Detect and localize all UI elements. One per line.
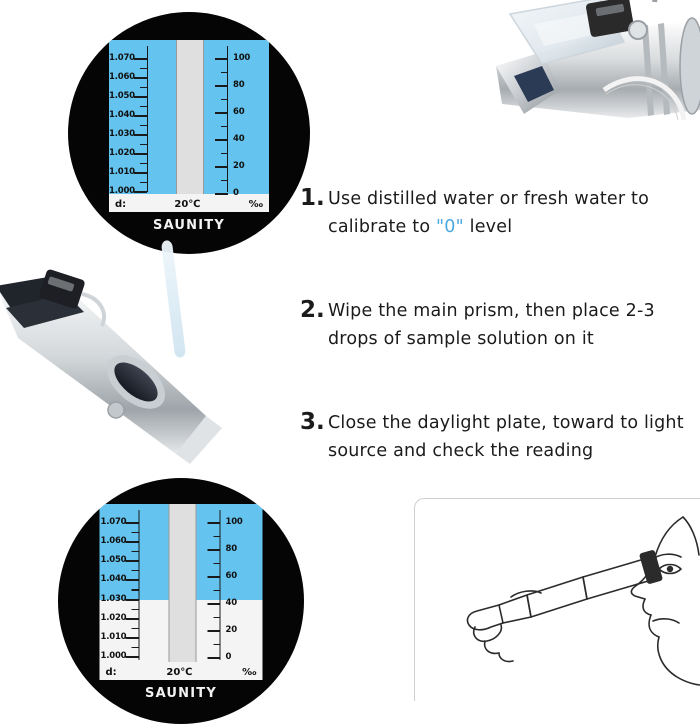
refractometer-rinsing-illustration xyxy=(0,268,252,464)
scale-temperature-label: 20℃ xyxy=(166,667,193,678)
scale-permille-label: ‰ xyxy=(242,667,257,678)
scale-footer xyxy=(109,199,269,210)
left-axis-label: 1.040 xyxy=(109,110,135,120)
scale-footer xyxy=(100,667,263,678)
step-number: 1. xyxy=(300,185,325,211)
left-axis-label: 1.070 xyxy=(100,517,127,527)
right-axis xyxy=(220,510,221,660)
step-number: 2. xyxy=(300,297,325,323)
right-axis-label: 0 xyxy=(233,188,239,198)
step-text-before: Use distilled water or fresh water to calibrate to xyxy=(328,189,650,237)
center-column xyxy=(176,40,204,194)
instruction-steps xyxy=(300,185,692,521)
left-axis-label: 1.050 xyxy=(100,555,127,565)
right-axis-label: 60 xyxy=(233,107,245,117)
scale-temperature-label: 20℃ xyxy=(174,199,201,210)
left-axis-label: 1.010 xyxy=(109,167,135,177)
right-axis-label: 40 xyxy=(233,134,245,144)
step-text: Close the daylight plate, toward to light source and check the reading xyxy=(328,413,684,461)
left-axis-label: 1.020 xyxy=(109,148,135,158)
step-1 xyxy=(300,185,692,241)
right-axis-label: 80 xyxy=(225,544,237,554)
step-number: 3. xyxy=(300,409,325,435)
left-axis-label: 1.000 xyxy=(109,186,135,196)
left-axis-label: 1.030 xyxy=(109,129,135,139)
brand-label: SAUNITY xyxy=(145,686,217,701)
right-axis-label: 100 xyxy=(225,517,243,527)
usage-line-drawing xyxy=(415,499,700,701)
scope-sample-reading-view xyxy=(58,478,304,724)
right-axis-label: 0 xyxy=(225,652,232,662)
left-axis-label: 1.060 xyxy=(100,536,127,546)
step-text xyxy=(328,185,692,241)
right-axis-label: 20 xyxy=(233,161,245,171)
left-axis-label: 1.050 xyxy=(109,91,135,101)
left-axis-label: 1.000 xyxy=(100,651,127,661)
step-text: Wipe the main prism, then place 2-3 drops of sample solution on it xyxy=(328,301,655,349)
refractometer-daylight-plate-open xyxy=(392,0,700,194)
refractometer-rinsing xyxy=(0,268,252,464)
right-axis xyxy=(227,46,228,192)
scale-density-label: d: xyxy=(115,199,127,210)
right-axis-label: 20 xyxy=(225,625,237,635)
left-axis-label: 1.030 xyxy=(100,594,127,604)
left-axis xyxy=(147,46,148,192)
refractometer-open-illustration xyxy=(392,0,700,194)
left-axis xyxy=(139,510,140,660)
scale-face xyxy=(109,40,269,212)
scope-calibration-view xyxy=(68,12,310,254)
scale-permille-label: ‰ xyxy=(248,199,263,210)
right-axis-label: 60 xyxy=(225,571,237,581)
left-axis-label: 1.020 xyxy=(100,613,127,623)
right-axis-label: 40 xyxy=(225,598,237,608)
left-axis-label: 1.010 xyxy=(100,632,127,642)
left-axis-label: 1.060 xyxy=(109,72,135,82)
left-axis-label: 1.070 xyxy=(109,53,135,63)
left-axis-label: 1.040 xyxy=(100,574,127,584)
step-3 xyxy=(300,409,692,465)
step-text-after: level xyxy=(463,217,513,237)
scale-face xyxy=(100,504,263,680)
right-axis-label: 80 xyxy=(233,80,245,90)
brand-label: SAUNITY xyxy=(153,218,225,233)
refractometer-line-drawing xyxy=(414,498,700,701)
right-axis-label: 100 xyxy=(233,53,251,63)
step-2 xyxy=(300,297,692,353)
step-text-highlight: "0" xyxy=(436,217,464,237)
scale-density-label: d: xyxy=(105,667,117,678)
center-column xyxy=(168,504,196,662)
